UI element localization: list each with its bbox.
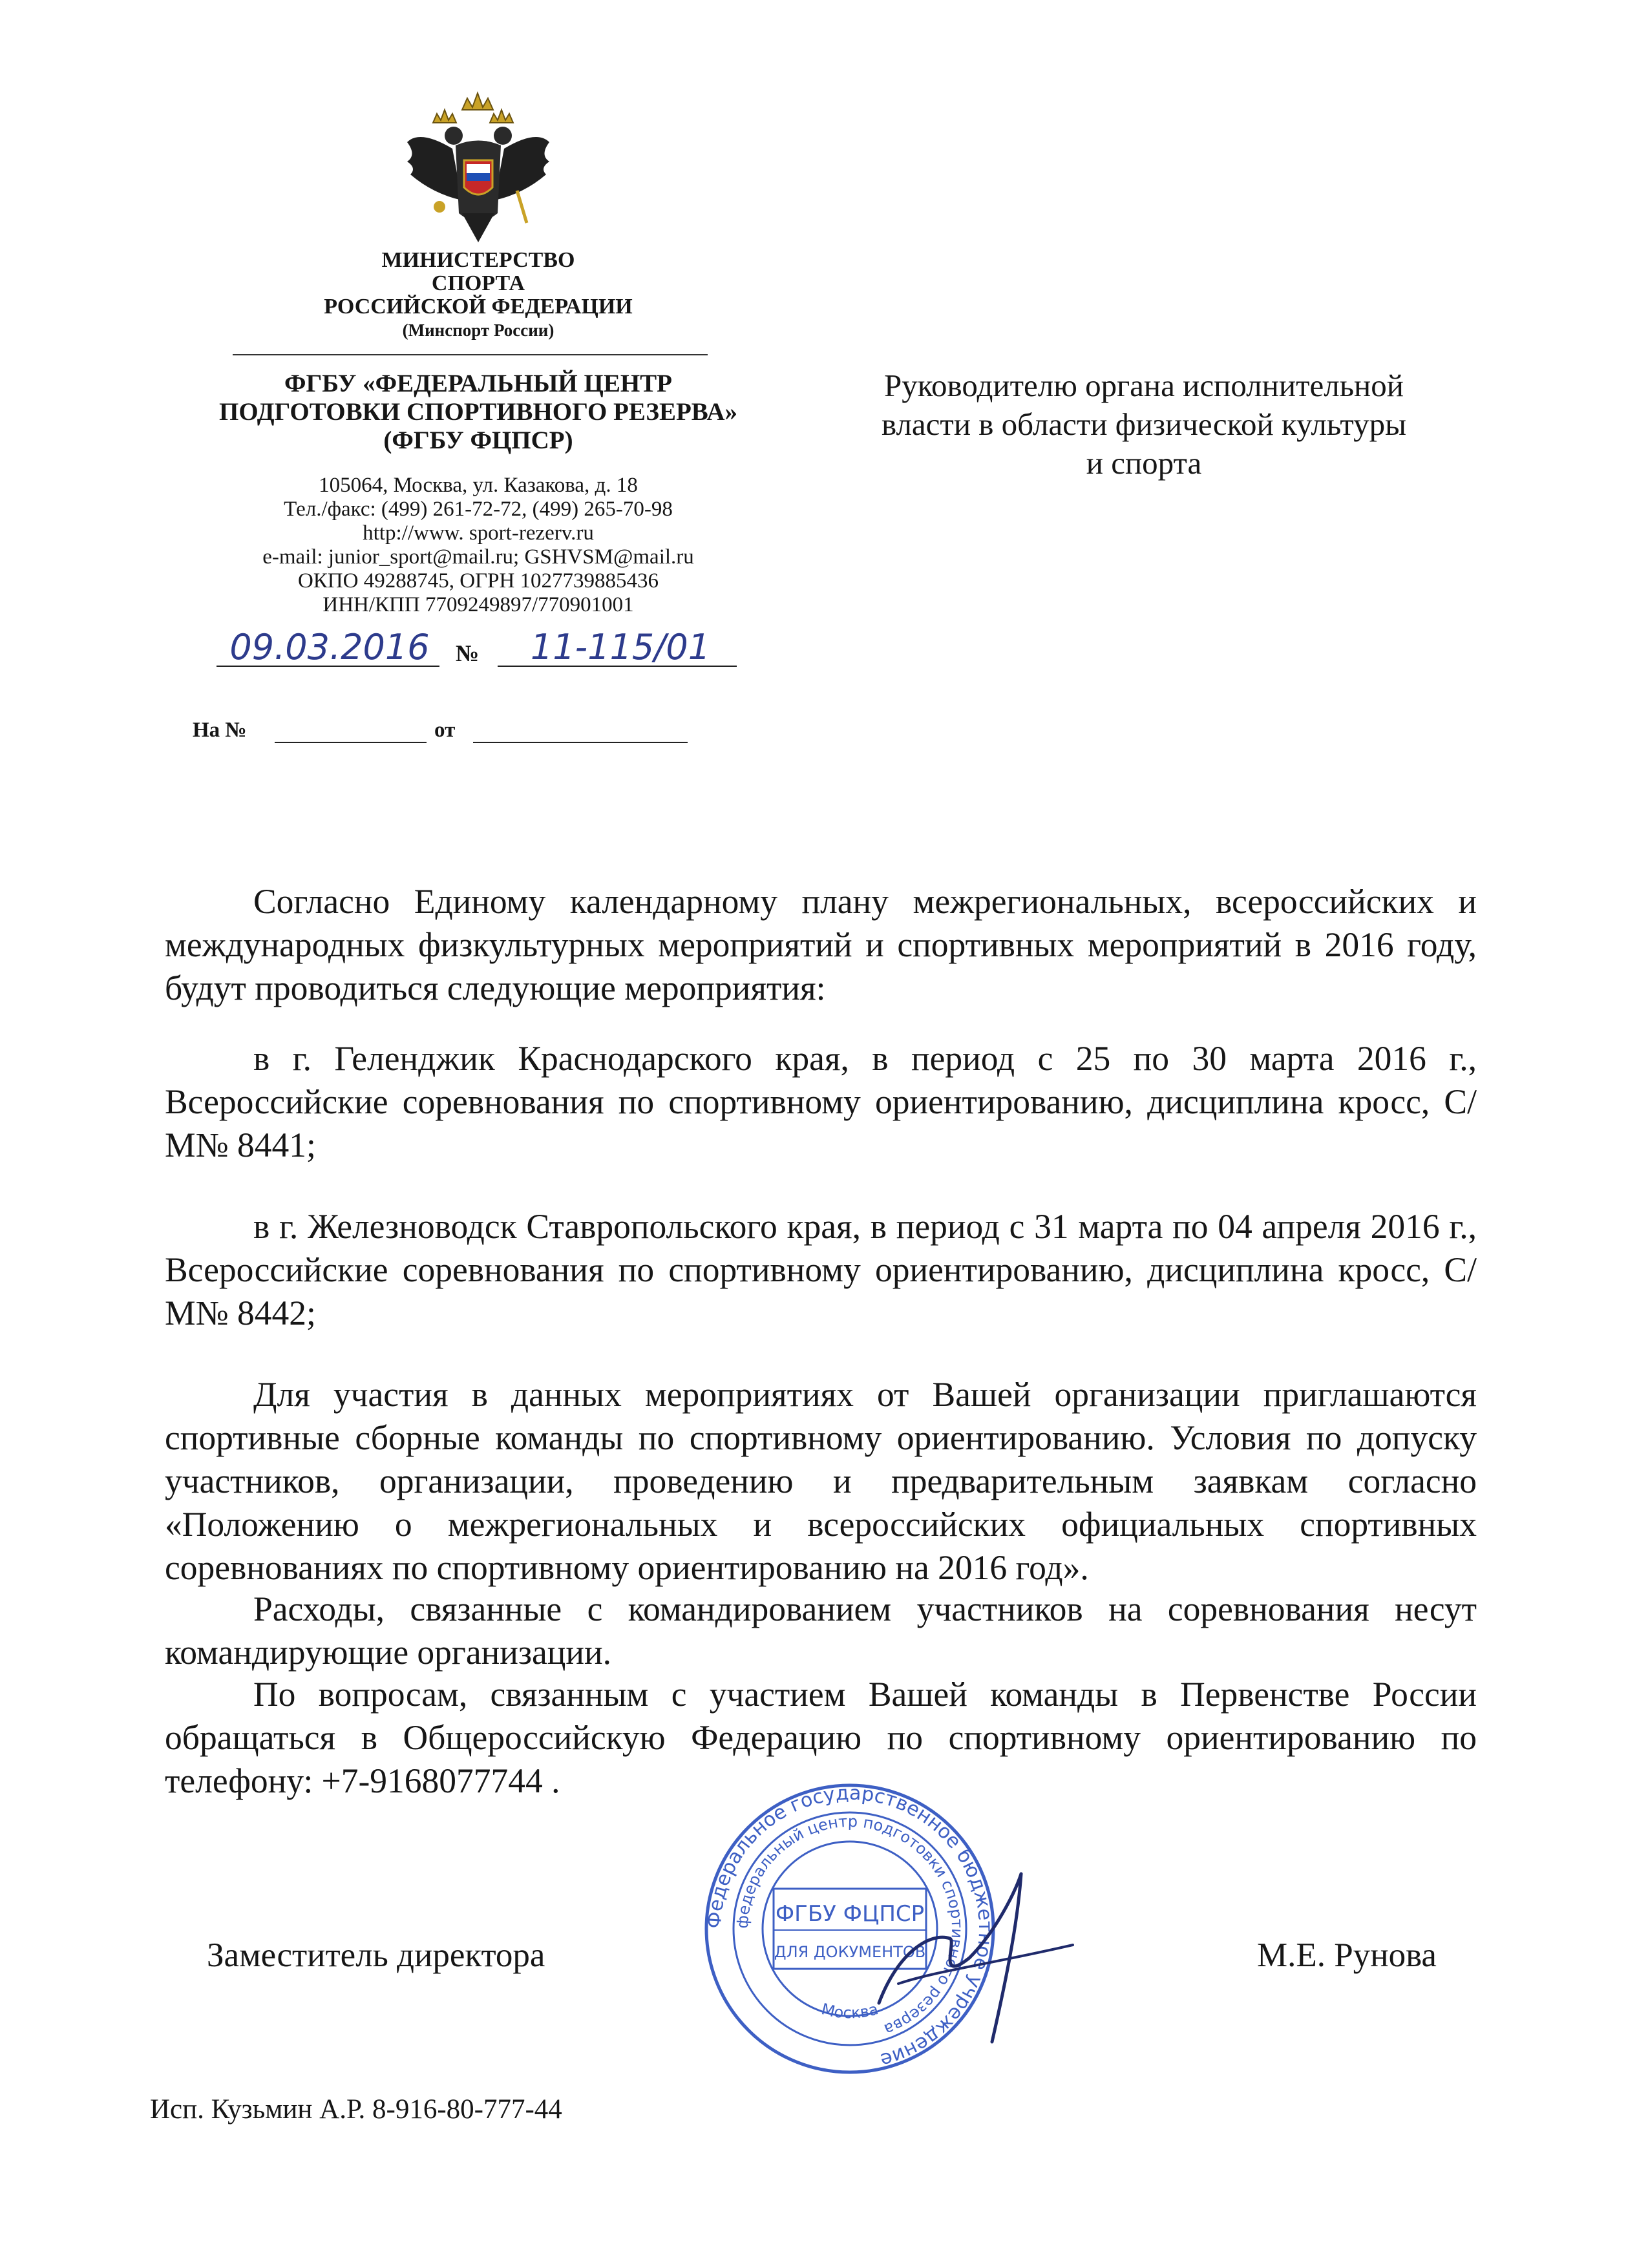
organization-abbreviation: (ФГБУ ФЦПСР) (383, 426, 573, 454)
stamp-outer-text: Федеральное государственное бюджетное учреждение (703, 1781, 997, 2072)
registration-number: 11-115/01 (530, 627, 711, 667)
header-divider (233, 354, 708, 355)
organization-name: ФГБУ «ФЕДЕРАЛЬНЫЙ ЦЕНТР (284, 370, 673, 397)
registration-number-sign: № (456, 640, 480, 666)
organization-name: ПОДГОТОВКИ СПОРТИВНОГО РЕЗЕРВА» (219, 398, 737, 426)
contact-okpo-ogrn: ОКПО 49288745, ОГРН 1027739885436 (297, 569, 659, 593)
registration-date-line (217, 666, 439, 667)
body-paragraph: Согласно Единому календарному плану межрегиональных, всероссийских и международных физкультурных мероприятий и спортивных мероприятий в 2016 году, будут проводиться следующие мероприятия: (165, 882, 1477, 1007)
contact-inn-kpp: ИНН/КПП 7709249897/770901001 (322, 593, 634, 616)
body-paragraph: Для участия в данных мероприятиях от Вашей организации приглашаются спортивные сборные команды по спортивному ориентированию. Условия по допуску участников, организации, проведению и предварительным заявкам согласно «Положению о межрегиональных и всероссийских официальных спортивных соревнованиях по спортивному ориентированию на 2016 год». (165, 1375, 1477, 1587)
registration-number-line (498, 666, 737, 667)
double-headed-eagle-icon (394, 84, 562, 246)
reference-date-blank (473, 742, 688, 743)
body-paragraph: По вопросам, связанным с участием Вашей команды в Первенстве России обращаться в Общероссийскую Федерацию по спортивному ориентированию по телефону: +7-9168077744 . (165, 1675, 1477, 1800)
stamp-city: Москва (819, 2000, 880, 2022)
stamp-purpose: ДЛЯ ДОКУМЕНТОВ (774, 1943, 926, 1961)
event-gelendzhik: в г. Геленджик Краснодарского края, в период с 25 по 30 марта 2016 г., Всероссийские соревнования по спортивному ориентированию, дисциплина кросс, С/М№ 8441; (165, 1039, 1477, 1164)
stamp-inner-text: федеральный центр подготовки спортивного резерва (733, 1812, 967, 2039)
ministry-line: СПОРТА (431, 271, 525, 295)
contact-email: e-mail: junior_sport@mail.ru; GSHVSM@mail.ru (262, 545, 694, 569)
ministry-abbreviation: (Минспорт России) (402, 320, 555, 340)
signatory-role: Заместитель директора (207, 1937, 545, 1974)
addressee-line: и спорта (1086, 445, 1202, 481)
reference-date-label: от (434, 719, 456, 742)
stamp-org-name: ФГБУ ФЦПСР (775, 1901, 925, 1927)
handwritten-signature (860, 1854, 1092, 2048)
signatory-name: М.Е. Рунова (1257, 1937, 1437, 1974)
contact-address: 105064, Москва, ул. Казакова, д. 18 (319, 474, 638, 497)
ministry-line: РОССИЙСКОЙ ФЕДЕРАЦИИ (324, 295, 633, 319)
ministry-line: МИНИСТЕРСТВО (381, 248, 575, 272)
reference-number-blank (275, 742, 427, 743)
event-zheleznovodsk: в г. Железноводск Ставропольского края, в период с 31 марта по 04 апреля 2016 г., Всероссийские соревнования по спортивному ориентированию, дисциплина кросс, С/М№ 8442; (165, 1207, 1477, 1332)
registration-date: 09.03.2016 (229, 627, 430, 667)
contact-phone: Тел./факс: (499) 261-72-72, (499) 265-70-98 (284, 498, 673, 521)
body-paragraph: Расходы, связанные с командированием участников на соревнования несут командирующие организации. (165, 1590, 1477, 1672)
executor-contact: Исп. Кузьмин А.Р. 8-916-80-777-44 (150, 2094, 562, 2125)
addressee-line: Руководителю органа исполнительной (883, 368, 1404, 403)
reference-number-label: На № (193, 719, 247, 742)
addressee-line: власти в области физической культуры (881, 406, 1407, 442)
contact-website: http://www. sport-rezerv.ru (363, 521, 594, 545)
